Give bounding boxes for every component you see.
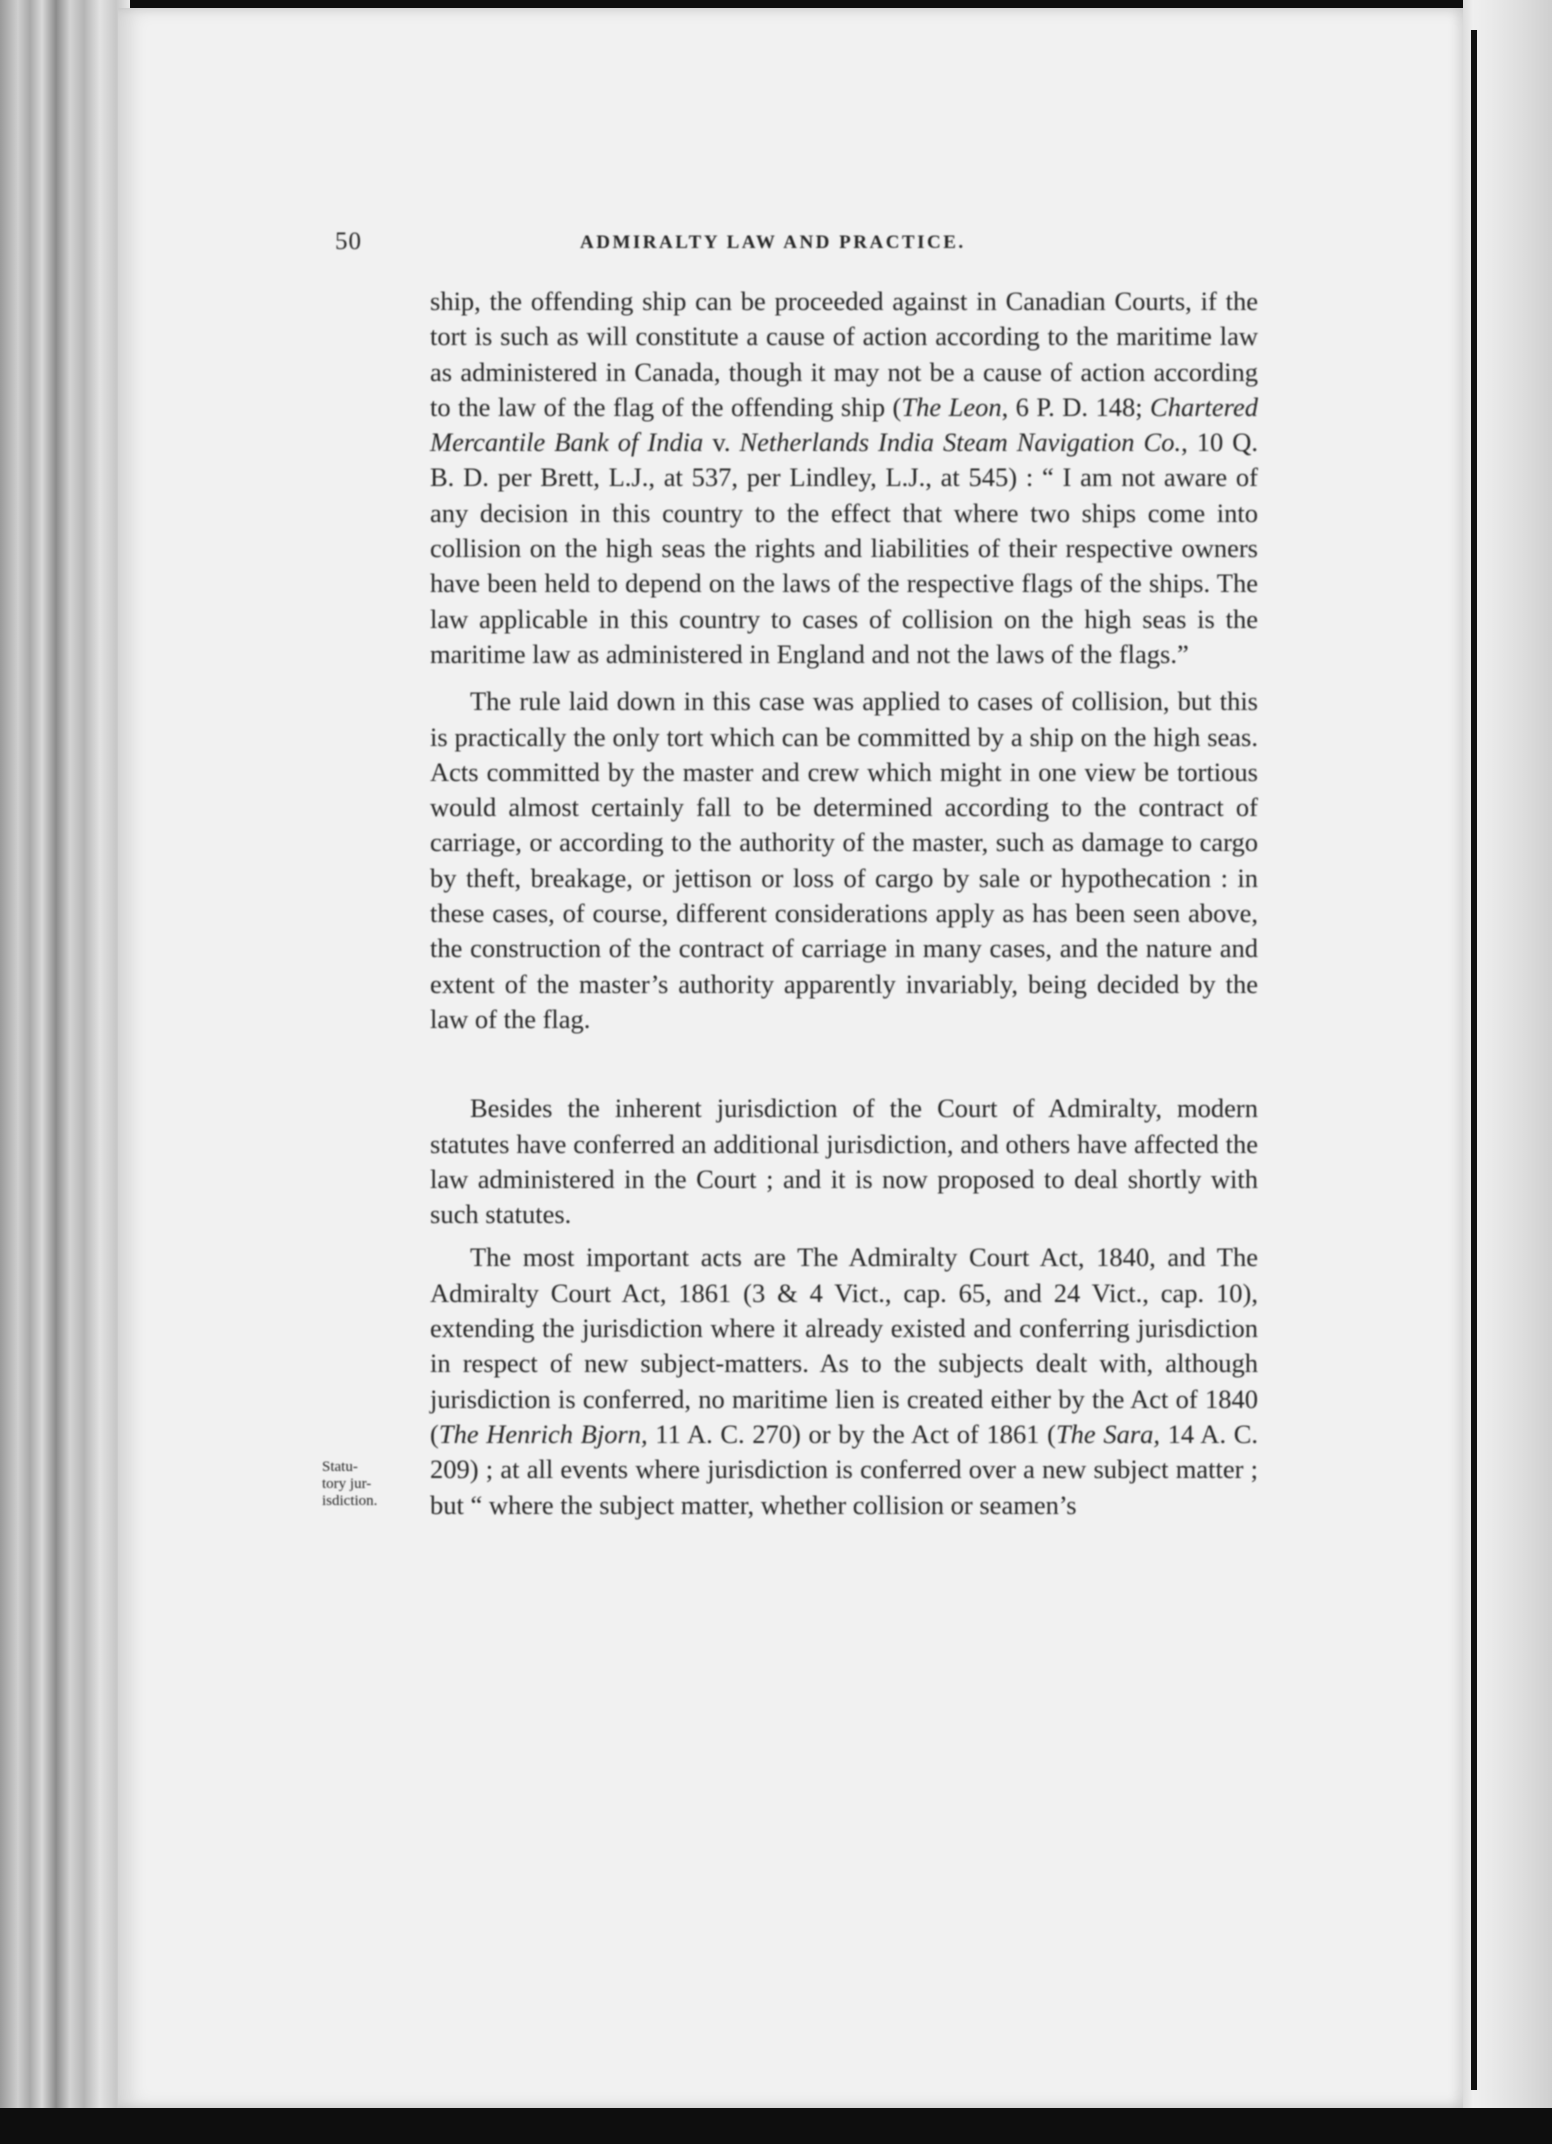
marginal-note-line: tory jur- — [322, 1476, 372, 1492]
paragraph-text: 14 A. C. 209) ; at all events where jurisdiction is conferred over a new subject matter ; but “ where the subject matter, whether collision or seamen’s — [430, 1418, 1259, 1520]
case-citation-text: The Sara, — [1055, 1418, 1161, 1449]
scan-bottom-border — [0, 2108, 1552, 2144]
running-head: ADMIRALTY LAW AND PRACTICE. — [580, 232, 966, 253]
page-number: 50 — [335, 228, 362, 255]
paragraph-text: Besides the inherent jurisdiction of the Court of Admiralty, modern statutes have conferred an additional jurisdiction, and others have affected the law administered in the Court ; and it is now proposed to deal shortly with such statutes. — [430, 1093, 1258, 1230]
facing-page-edge — [1463, 0, 1552, 2144]
paragraph-text: The rule laid down in this case was applied to cases of collision, but this is practically the only tort which can be committed by a ship on the high seas. Acts committed by the master and crew which might in one view be tortious would almost certainly fall to be determined according to the contract of carriage, or according to the authority of the master, such as damage to cargo by theft, breakage, or jettison or loss of cargo by sale or hypothecation : in these cases, of course, different considerations apply as has been seen above, the construction of the contract of carriage in many cases, and the nature and extent of the master’s authority apparently invariably, being decided by the law of the flag. — [430, 686, 1258, 1034]
paragraph — [430, 1240, 1258, 1522]
paragraph — [430, 284, 1258, 672]
marginal-note-line: isdiction. — [322, 1493, 378, 1509]
paragraph-text: v. — [703, 427, 740, 458]
case-citation-text: The Henrich Bjorn, — [438, 1418, 648, 1449]
marginal-note-line: Statu- — [322, 1459, 358, 1475]
paragraph-text: ship, the offending ship can be proceeded against in Canadian Courts, if the tort is such as will constitute a cause of action according to the maritime law as administered in Canada, though it may not be a cause of action according to the law of the flag of the offending ship ( — [430, 286, 1258, 422]
body-text — [430, 284, 1258, 1523]
case-citation-text: The Leon — [901, 391, 1002, 422]
case-citation-text: Netherlands India Steam Navigation Co. — [739, 427, 1182, 458]
paragraph-text: 11 A. C. 270) or by the Act of 1861 ( — [647, 1418, 1056, 1449]
paragraph — [430, 1091, 1258, 1232]
marginal-note — [322, 1459, 422, 1510]
book-binding-edge — [0, 0, 130, 2144]
paragraph-text: , 6 P. D. 148; — [1001, 391, 1151, 422]
paragraph-text: , 10 Q. B. D. per Brett, L.J., at 537, per Lindley, L.J., at 545) : “ I am not aware of any decision in this country to the effect that where two ships come into collision on the high seas the rights and liabilities of their respective owners have been held to depend on the laws of the respective flags of the ships. The law applicable in this country to cases of collision on the high seas is the maritime law as administered in England and not the laws of the flags.” — [430, 427, 1258, 669]
case-citation-text: Chartered Mercantile Bank of India — [430, 391, 1258, 458]
paragraph-text: The most important acts are The Admiralty Court Act, 1840, and The Admiralty Court Act, 1861 (3 & 4 Vict., cap. 65, and 24 Vict., cap. 10), extending the jurisdiction where it already existed and conferring jurisdiction in respect of new subject-matters. As to the subjects dealt with, although jurisdiction is conferred, no maritime lien is created either by the Act of 1840 ( — [430, 1242, 1258, 1449]
paragraph — [430, 684, 1258, 1037]
